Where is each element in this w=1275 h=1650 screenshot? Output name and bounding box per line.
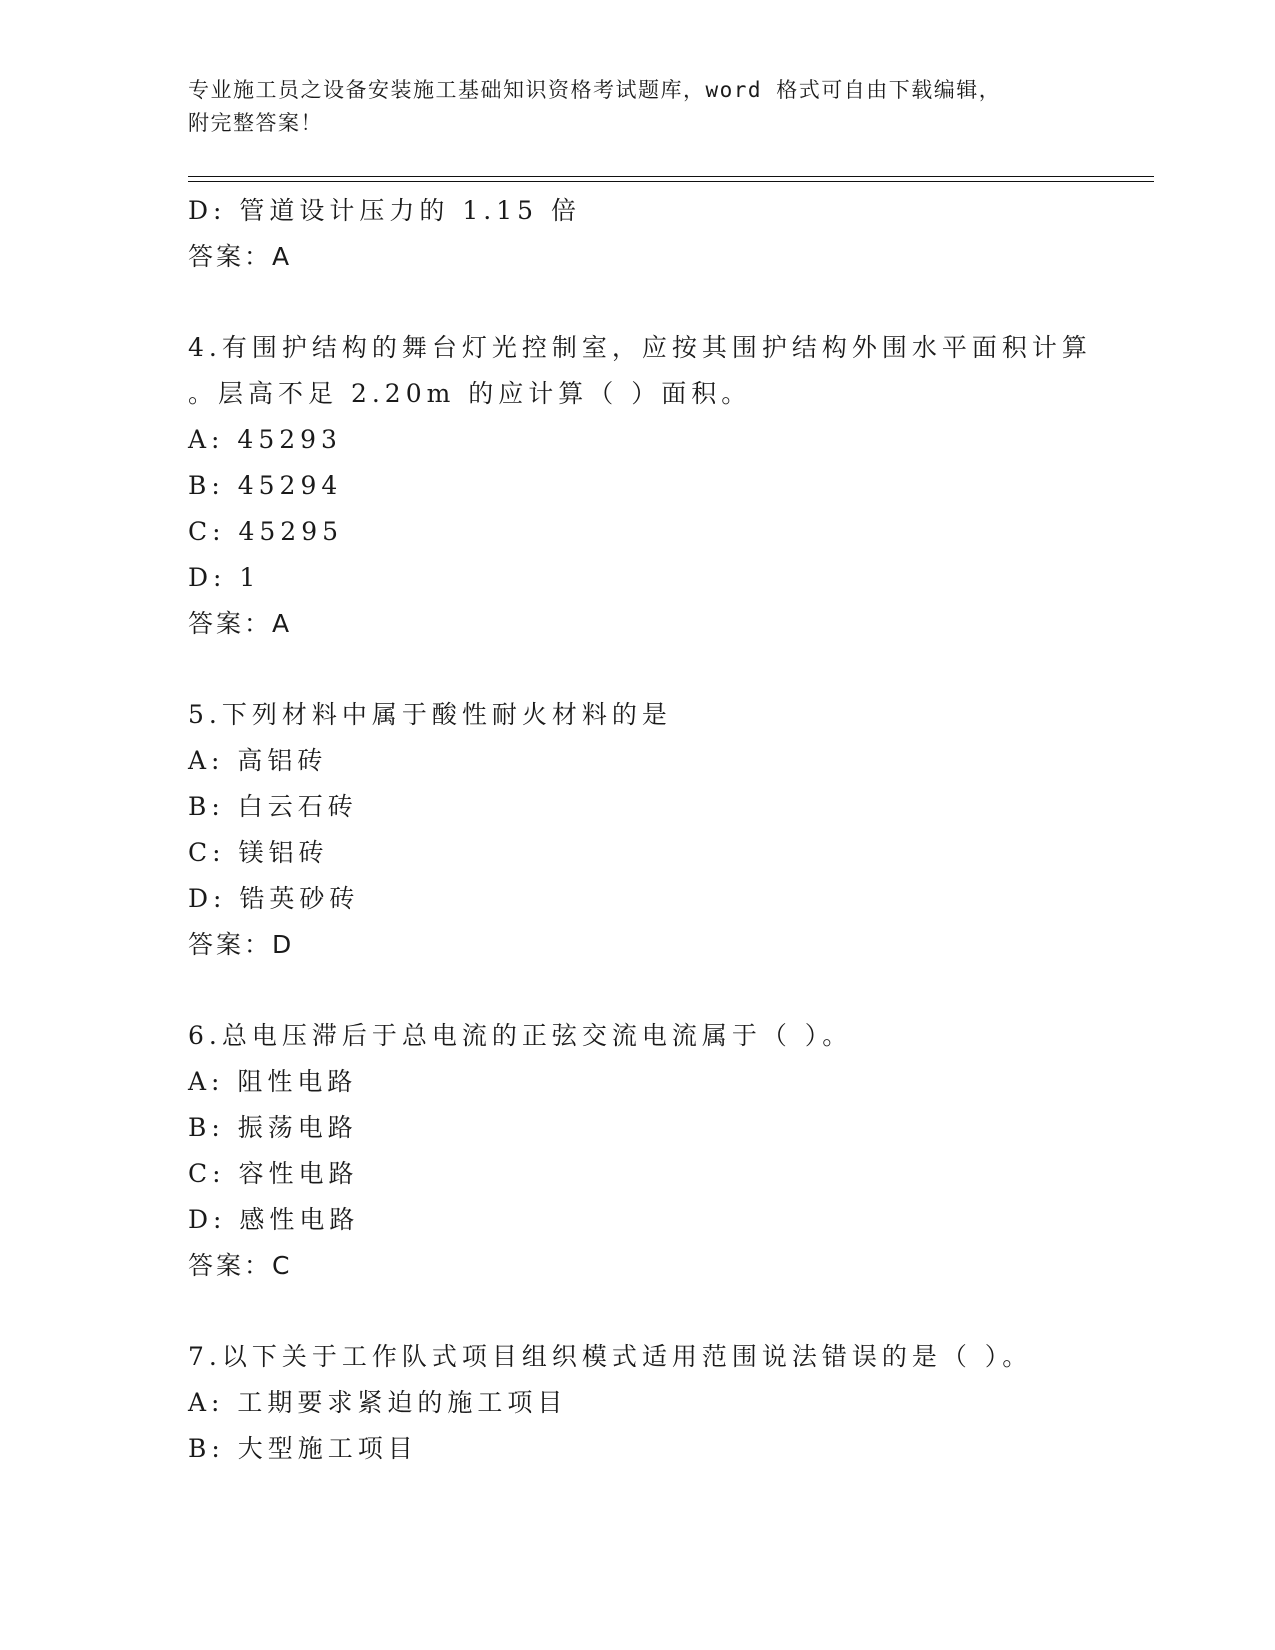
- header-line-2: 附完整答案！: [188, 111, 323, 135]
- question-5: [188, 692, 1154, 968]
- spacer: [188, 968, 1154, 1013]
- spacer: [188, 280, 1154, 325]
- question-6: [188, 1013, 1154, 1289]
- option-b: B: 大型施工项目: [188, 1434, 418, 1463]
- option-a: A: 阻性电路: [188, 1067, 358, 1096]
- option-d: D: 管道设计压力的 1.15 倍: [188, 196, 581, 225]
- header-divider-top: [188, 176, 1154, 177]
- option-c: C: 容性电路: [188, 1159, 359, 1188]
- question-7: [188, 1334, 1154, 1472]
- option-a: A: 45293: [188, 425, 342, 454]
- option-b: B: 45294: [188, 471, 343, 500]
- option-d: D: 感性电路: [188, 1205, 360, 1234]
- header-line-1: 专业施工员之设备安装施工基础知识资格考试题库，word 格式可自由下载编辑，: [188, 78, 1002, 102]
- option-d: D: 锆英砂砖: [188, 884, 360, 913]
- answer: 答案：D: [188, 930, 295, 959]
- header-divider-bottom: [188, 181, 1154, 182]
- spacer: [188, 647, 1154, 692]
- question-stem: 4.有围护结构的舞台灯光控制室，应按其围护结构外围水平面积计算: [188, 333, 1092, 362]
- option-c: C: 镁铝砖: [188, 838, 329, 867]
- question-stem: 7.以下关于工作队式项目组织模式适用范围说法错误的是（ ）。: [188, 1342, 1033, 1371]
- question-stem: 6.总电压滞后于总电流的正弦交流电流属于（ ）。: [188, 1021, 853, 1050]
- question-3-tail: [188, 188, 1154, 280]
- question-stem-continued: 。层高不足 2.20m 的应计算（ ）面积。: [188, 379, 752, 408]
- answer: 答案：A: [188, 609, 293, 638]
- option-b: B: 振荡电路: [188, 1113, 358, 1142]
- document-header: [188, 74, 1068, 140]
- option-b: B: 白云石砖: [188, 792, 358, 821]
- answer: 答案：A: [188, 242, 293, 271]
- question-stem: 5.下列材料中属于酸性耐火材料的是: [188, 700, 672, 729]
- answer: 答案：C: [188, 1251, 293, 1280]
- option-a: A: 高铝砖: [188, 746, 328, 775]
- spacer: [188, 1289, 1154, 1334]
- option-d: D: 1: [188, 563, 261, 592]
- document-body: [188, 188, 1154, 1472]
- option-c: C: 45295: [188, 517, 344, 546]
- option-a: A: 工期要求紧迫的施工项目: [188, 1388, 568, 1417]
- question-4: [188, 325, 1154, 647]
